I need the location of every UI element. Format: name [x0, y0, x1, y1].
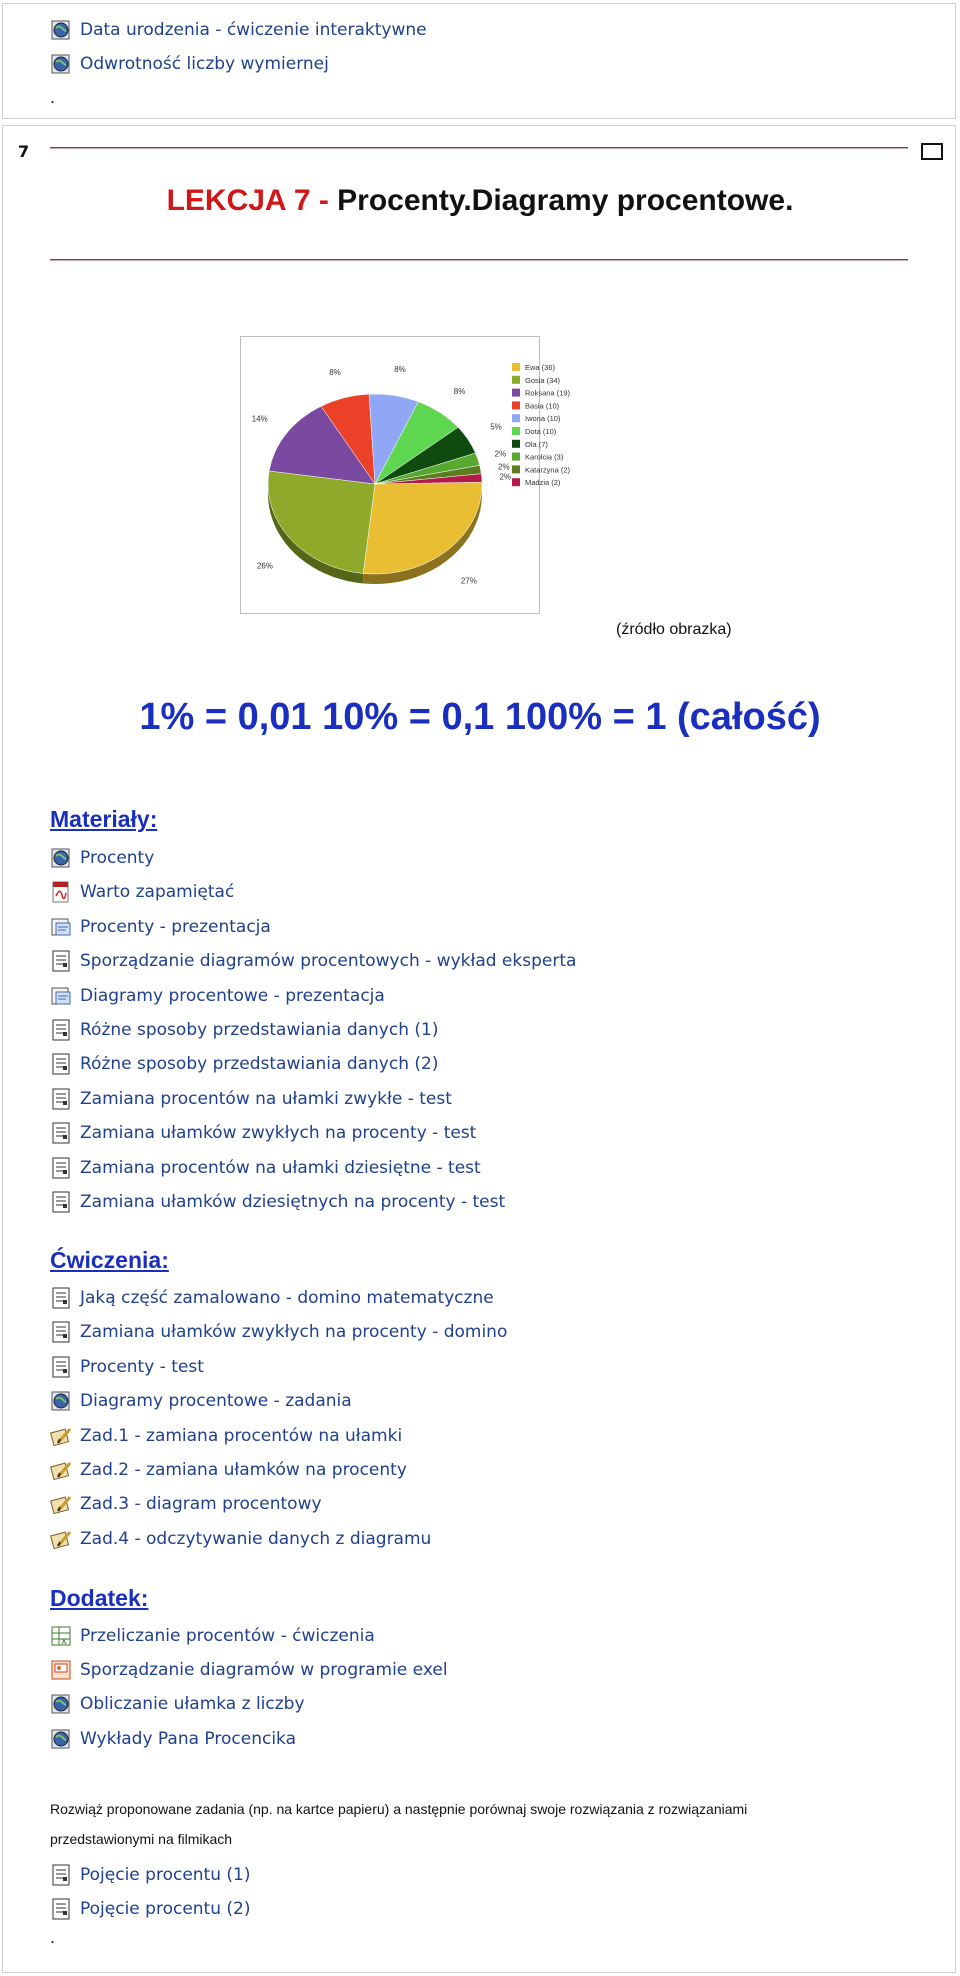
exercises-heading: Ćwiczenia:	[50, 1247, 169, 1273]
legend-label: Gosia (34)	[525, 375, 561, 385]
material-link[interactable]	[50, 877, 234, 907]
legend-label: Ewa (36)	[525, 363, 556, 372]
presentation-icon	[50, 985, 72, 1007]
top-link-label: Odwrotność liczby wymiernej	[80, 54, 329, 74]
globe-icon	[50, 1728, 72, 1750]
top-link-label: Data urodzenia - ćwiczenie interaktywne	[80, 20, 427, 40]
pie-slice	[363, 482, 482, 574]
material-link-label: Zamiana ułamków zwykłych na procenty - test	[80, 1123, 477, 1144]
addition-link[interactable]	[50, 1655, 448, 1685]
addition-link[interactable]	[50, 1724, 296, 1754]
exercise-link[interactable]	[50, 1524, 431, 1554]
pdf-icon	[50, 881, 72, 903]
exercise-link-label: Procenty - test	[80, 1356, 204, 1377]
document-icon	[50, 1122, 72, 1144]
instruction-line-2: przedstawionymi na filmikach	[50, 1831, 233, 1847]
spreadsheet-icon	[50, 1625, 72, 1647]
addition-link-label: Przeliczanie procentów - ćwiczenia	[80, 1626, 375, 1646]
legend-label: Karolcia (3)	[525, 452, 564, 462]
exercise-link[interactable]	[50, 1386, 352, 1416]
material-link[interactable]	[50, 1015, 438, 1045]
exercise-link[interactable]	[50, 1352, 204, 1382]
percent-formula: 1% = 0,01 10% = 0,1 100% = 1 (całość)	[139, 696, 821, 738]
exercise-link-label: Zamiana ułamków zwykłych na procenty - domino	[80, 1322, 508, 1343]
pie-percent-label: 14%	[251, 414, 268, 424]
presentation-icon	[50, 916, 72, 938]
addition-link[interactable]	[50, 1689, 305, 1719]
document-icon	[50, 1321, 72, 1343]
material-link-label: Procenty - prezentacja	[80, 916, 271, 937]
document-icon	[50, 1287, 72, 1309]
addition-link-label: Obliczanie ułamka z liczby	[80, 1694, 305, 1715]
image-source-link[interactable]: (źródło obrazka)	[616, 621, 732, 638]
pie-percent-label: 5%	[490, 422, 502, 432]
legend-swatch	[512, 401, 520, 409]
legend-swatch	[512, 376, 520, 384]
assignment-icon	[50, 1528, 72, 1550]
exercise-link[interactable]	[50, 1421, 402, 1451]
final-link[interactable]	[50, 1860, 250, 1890]
instruction-line-1: Rozwiąż proponowane zadania (np. na kartce papieru) a następnie porównaj swoje rozwiązania z rozwiązaniami	[50, 1801, 748, 1817]
materials-heading: Materiały:	[50, 806, 158, 832]
globe-icon	[50, 1390, 72, 1412]
material-link[interactable]	[50, 946, 576, 976]
material-link[interactable]	[50, 1187, 505, 1217]
exercise-link-label: Zad.3 - diagram procentowy	[80, 1494, 322, 1515]
addition-link-label: Sporządzanie diagramów w programie exel	[80, 1660, 448, 1681]
addition-heading: Dodatek:	[50, 1585, 149, 1611]
pie-percent-label: 27%	[460, 576, 477, 586]
material-link[interactable]	[50, 981, 385, 1011]
exercise-link[interactable]	[50, 1317, 507, 1347]
exercise-link[interactable]	[50, 1455, 407, 1485]
legend-label: Basia (10)	[525, 401, 560, 411]
exercise-link-label: Zad.1 - zamiana procentów na ułamki	[80, 1425, 403, 1446]
material-link-label: Różne sposoby przedstawiania danych (1)	[80, 1020, 439, 1040]
svg-text:x: x	[61, 1636, 67, 1647]
exercise-link-label: Jaką część zamalowano - domino matematyczne	[80, 1288, 494, 1308]
globe-icon	[50, 1693, 72, 1715]
document-icon	[50, 1053, 72, 1075]
material-link-label: Diagramy procentowe - prezentacja	[80, 985, 385, 1006]
assignment-icon	[50, 1425, 72, 1447]
final-link-label: Pojęcie procentu (2)	[80, 1899, 251, 1919]
legend-swatch	[512, 453, 520, 461]
legend-swatch	[512, 363, 520, 371]
pie-slice	[268, 471, 375, 573]
pie-percent-label: 8%	[453, 387, 466, 397]
document-icon	[50, 1898, 72, 1920]
material-link[interactable]	[50, 843, 154, 873]
material-link[interactable]	[50, 1049, 438, 1079]
document-icon	[50, 1157, 72, 1179]
pie-percent-label: 2%	[499, 472, 512, 482]
final-link-label: Pojęcie procentu (1)	[80, 1865, 251, 1885]
exercise-link[interactable]	[50, 1489, 322, 1519]
assignment-icon	[50, 1493, 72, 1515]
legend-label: Roksana (19)	[525, 388, 571, 398]
material-link[interactable]	[50, 1153, 481, 1183]
material-link-label: Warto zapamiętać	[80, 882, 235, 903]
exercise-link-label: Zad.2 - zamiana ułamków na procenty	[80, 1460, 407, 1480]
pie-percent-label: 8%	[394, 364, 406, 374]
pie-percent-label: 2%	[498, 462, 510, 472]
legend-swatch	[512, 389, 520, 397]
document-icon	[50, 1191, 72, 1213]
exercise-link-label: Diagramy procentowe - zadania	[80, 1391, 352, 1412]
pie-chart	[0, 0, 960, 640]
assignment-icon	[50, 1459, 72, 1481]
material-link[interactable]	[50, 912, 271, 942]
material-link-label: Różne sposoby przedstawiania danych (2)	[80, 1054, 439, 1075]
pie-percent-label: 2%	[494, 449, 507, 459]
lesson-title-prefix: LEKCJA 7 -	[166, 184, 338, 217]
material-link[interactable]	[50, 1118, 476, 1148]
document-icon	[50, 1088, 72, 1110]
material-link[interactable]	[50, 1084, 452, 1114]
legend-label: Katarzyna (2)	[525, 465, 571, 475]
legend-swatch	[512, 440, 520, 448]
globe-icon	[50, 847, 72, 869]
section-end-dot: .	[50, 88, 56, 107]
exercise-link-label: Zad.4 - odczytywanie danych z diagramu	[80, 1528, 432, 1549]
document-icon	[50, 1864, 72, 1886]
legend-swatch	[512, 465, 520, 473]
material-link-label: Zamiana ułamków dziesiętnych na procenty - test	[80, 1192, 506, 1212]
exercise-link[interactable]	[50, 1283, 494, 1313]
lesson-end-dot: .	[50, 1928, 56, 1947]
addition-link[interactable]	[50, 1621, 375, 1651]
document-icon	[50, 1019, 72, 1041]
addition-link-label: Wykłady Pana Procencika	[80, 1728, 297, 1749]
pie-percent-label: 26%	[256, 561, 273, 571]
document-icon	[50, 1356, 72, 1378]
material-link-label: Zamiana procentów na ułamki zwykłe - test	[80, 1088, 452, 1109]
ppt-icon	[50, 1659, 72, 1681]
legend-swatch	[512, 414, 520, 422]
section-number: 7	[18, 142, 30, 161]
legend-label: Dota (10)	[525, 427, 557, 436]
final-link[interactable]	[50, 1894, 250, 1924]
legend-label: Iwona (10)	[525, 414, 561, 424]
legend-label: Ola (7)	[525, 439, 548, 449]
material-link-label: Procenty	[80, 848, 155, 868]
pie-percent-label: 8%	[329, 367, 341, 377]
legend-swatch	[512, 427, 520, 435]
document-icon	[50, 950, 72, 972]
legend-label: Madzia (2)	[525, 478, 561, 488]
lesson-title-main: Procenty.Diagramy procentowe.	[337, 184, 794, 217]
legend-swatch	[512, 478, 520, 486]
material-link-label: Zamiana procentów na ułamki dziesiętne - test	[80, 1157, 481, 1178]
material-link-label: Sporządzanie diagramów procentowych - wykład eksperta	[80, 951, 577, 972]
